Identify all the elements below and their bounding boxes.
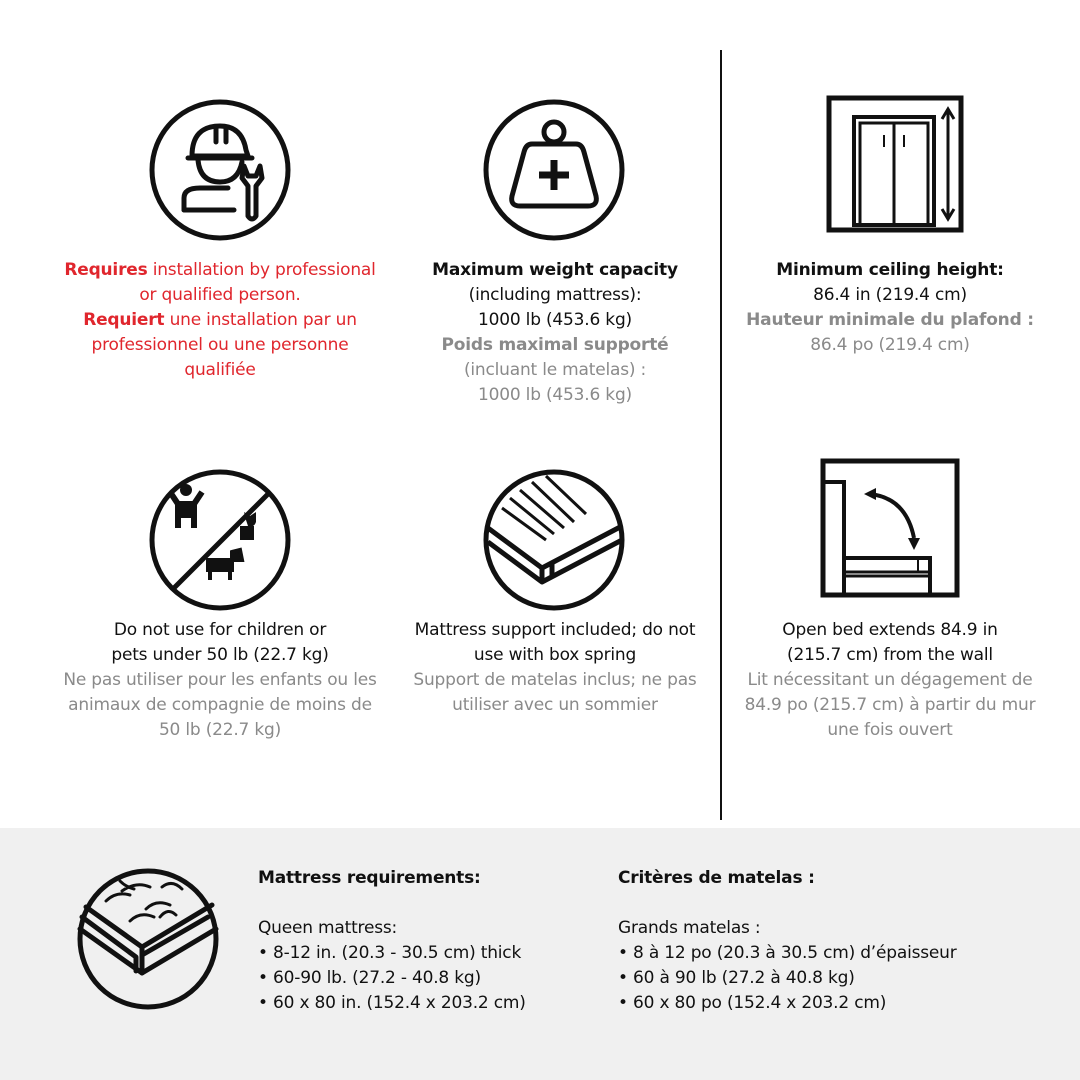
weight-text xyxy=(400,258,710,408)
mattress-icon xyxy=(76,867,220,1011)
mattress-fr-item: • 60 à 90 lb (27.2 à 40.8 kg) xyxy=(618,968,855,988)
mattress-fr-item: • 8 à 12 po (20.3 à 30.5 cm) d’épaisseur xyxy=(618,943,957,963)
extends-en: Open bed extends 84.9 in (215.7 cm) from the wall xyxy=(782,620,998,665)
weight-fr-title: Poids maximal supporté xyxy=(441,335,669,355)
ceiling-fr-value: 86.4 po (219.4 cm) xyxy=(810,335,970,355)
mattress-fr-item: • 60 x 80 po (152.4 x 203.2 cm) xyxy=(618,993,887,1013)
mattress-requirements-fr xyxy=(618,866,1058,1016)
weight-en-line: (including mattress): xyxy=(468,285,642,305)
ceiling-en-title: Minimum ceiling height: xyxy=(776,260,1004,280)
slat-support-icon xyxy=(482,468,626,612)
ceiling-en-value: 86.4 in (219.4 cm) xyxy=(813,285,967,305)
item-text: 8 à 12 po (20.3 à 30.5 cm) d’épaisseur xyxy=(633,943,957,963)
mattress-en-item: • 60 x 80 in. (152.4 x 203.2 cm) xyxy=(258,993,526,1013)
children-text xyxy=(55,618,385,743)
children-en: Do not use for children or pets under 50 lb (22.7 kg) xyxy=(111,620,329,665)
item-text: 60 x 80 po (152.4 x 203.2 cm) xyxy=(633,993,887,1013)
item-text: 60 x 80 in. (152.4 x 203.2 cm) xyxy=(273,993,526,1013)
weight-plus-icon xyxy=(482,98,626,242)
extends-fr: Lit nécessitant un dégagement de 84.9 po (215.7 cm) à partir du mur une fois ouvert xyxy=(744,670,1036,740)
support-fr: Support de matelas inclus; ne pas utiliser avec un sommier xyxy=(413,670,697,715)
weight-en-title: Maximum weight capacity xyxy=(432,260,678,280)
installation-en-text: installation by professional or qualified person. xyxy=(139,260,376,305)
children-fr: Ne pas utiliser pour les enfants ou les animaux de compagnie de moins de 50 lb (22.7 kg) xyxy=(63,670,377,740)
mattress-fr-title: Critères de matelas : xyxy=(618,868,815,888)
installation-text xyxy=(55,258,385,383)
mattress-en-subtitle: Queen mattress: xyxy=(258,918,398,938)
mattress-fr-subtitle: Grands matelas : xyxy=(618,918,761,938)
weight-fr-line: (incluant le matelas) : xyxy=(463,360,647,380)
extends-text xyxy=(730,618,1050,743)
elevator-height-icon xyxy=(826,95,966,235)
weight-en-value: 1000 lb (453.6 kg) xyxy=(478,310,632,330)
support-text xyxy=(400,618,710,718)
mattress-en-item: • 8-12 in. (20.3 - 30.5 cm) thick xyxy=(258,943,522,963)
murphy-bed-open-icon xyxy=(820,458,960,598)
item-text: 8-12 in. (20.3 - 30.5 cm) thick xyxy=(273,943,522,963)
no-children-pets-icon xyxy=(148,468,292,612)
item-text: 60-90 lb. (27.2 - 40.8 kg) xyxy=(273,968,481,988)
installation-en-bold: Requires xyxy=(64,260,148,280)
installation-fr-bold: Requiert xyxy=(83,310,165,330)
mattress-requirements-en xyxy=(258,866,578,1016)
ceiling-fr-title: Hauteur minimale du plafond : xyxy=(746,310,1034,330)
ceiling-text xyxy=(730,258,1050,358)
item-text: 60 à 90 lb (27.2 à 40.8 kg) xyxy=(633,968,855,988)
weight-fr-value: 1000 lb (453.6 kg) xyxy=(478,385,632,405)
worker-with-wrench-icon xyxy=(148,98,292,242)
installation-fr-text: une installation par un professionnel ou une personne qualifiée xyxy=(91,310,357,380)
mattress-en-item: • 60-90 lb. (27.2 - 40.8 kg) xyxy=(258,968,481,988)
mattress-en-title: Mattress requirements: xyxy=(258,868,481,888)
column-divider xyxy=(720,50,722,820)
support-en: Mattress support included; do not use with box spring xyxy=(414,620,696,665)
